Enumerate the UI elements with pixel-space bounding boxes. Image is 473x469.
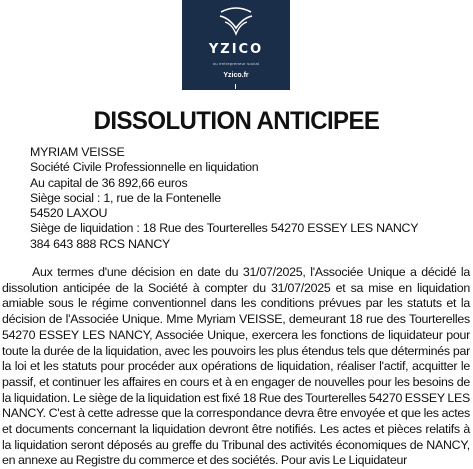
- logo-website: Yzico.fr: [223, 72, 249, 79]
- publisher-logo: [182, 0, 290, 90]
- company-head-office-city: 54520 LAXOU: [30, 206, 108, 221]
- logo-divider: [235, 84, 236, 89]
- yzico-wing-mark-icon: [216, 6, 256, 40]
- company-legal-form: Société Civile Professionnelle en liquidation: [30, 160, 259, 175]
- company-registration: 384 643 888 RCS NANCY: [30, 236, 171, 251]
- notice-body: Aux termes d'une décision en date du 31/07/2025, l'Associée Unique a décidé la dissolution anticipée de la Société à compter du 31/07/2025 et sa mise en liquidation amiable sous le régime conventionnel dans les conditions prévues par les statuts et la décision de l'Associée Unique. Mme Myriam VEISSE, demeurant 18 rue des Tourterelles 54270 ESSEY LES NANCY, Associée Unique, exercera les fonctions de liquidateur pour toute la durée de la liquidation, avec les pouvoirs les plus étendus tels que déterminés par la loi et les statuts pour procéder aux opérations de liquidation, réaliser l'actif, acquitter le passif, et continuer les affaires en cours et à en engager de nouvelles pour les besoins de la liquidation. Le siège de la liquidation est fixé 18 Rue des Tourterelles 54270 ESSEY LES NANCY. C'est à cette adresse que la correspondance devra être envoyée et que les actes et documents concernant la liquidation devront être notifiés. Les actes et pièces relatifs à la liquidation seront déposés au greffe du Tribunal des activités économiques de NANCY, en annexe au Registre du commerce et des sociétés. Pour avis Le Liquidateur: [2, 265, 470, 468]
- company-head-office: Siège social : 1, rue de la Fontenelle: [30, 190, 221, 205]
- liquidation-office: Siège de liquidation : 18 Rue des Tourterelles 54270 ESSEY LES NANCY: [30, 221, 419, 236]
- company-name: MYRIAM VEISSE: [30, 145, 125, 159]
- company-details: [30, 145, 470, 252]
- logo-brand-name: YZICO: [208, 42, 264, 57]
- company-capital: Au capital de 36 892,66 euros: [30, 175, 188, 190]
- notice-title: DISSOLUTION ANTICIPEE: [93, 107, 380, 135]
- logo-tagline: ou entrepreneur social: [212, 61, 260, 66]
